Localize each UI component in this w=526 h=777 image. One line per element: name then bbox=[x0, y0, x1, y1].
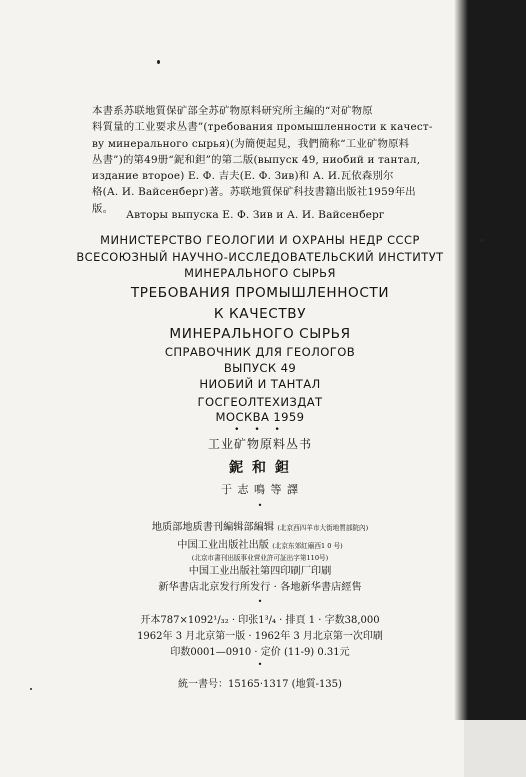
scan-light-margin bbox=[464, 720, 526, 777]
translation-note bbox=[92, 103, 452, 217]
press-row bbox=[60, 536, 460, 551]
license-note: (北京市書刊出版事业营业許可証出字第110号) bbox=[191, 554, 329, 562]
ministry-line: МИНИСТЕРСТВО ГЕОЛОГИИ И ОХРАНЫ НЕДР СССР bbox=[100, 233, 420, 247]
press-line: 中国工业出版社出版 bbox=[177, 540, 269, 551]
book-number-line: 統一書号：15165·1317 (地質-135) bbox=[178, 679, 342, 690]
scan-speck bbox=[30, 688, 32, 690]
issue-title: НИОБИЙ И ТАНТАЛ bbox=[199, 377, 321, 391]
editor-row bbox=[60, 518, 460, 533]
series-title-cn: 工业矿物原料丛书 bbox=[207, 437, 312, 451]
institute-line-1: ВСЕСОЮЗНЫЙ НАУЧНО-ИССЛЕДОВАТЕЛЬСКИЙ ИНСТИТУТ bbox=[76, 250, 444, 264]
authors-line: Авторы выпуска Е. Ф. Зив и А. И. Вайсенберг bbox=[126, 209, 385, 221]
title-line-2: К КАЧЕСТВУ bbox=[213, 306, 307, 322]
translators: 于 志 鳴 等 譯 bbox=[221, 483, 299, 496]
scan-speck bbox=[480, 239, 484, 242]
press-address: (北京东郊紅廟西1 0 号) bbox=[272, 542, 343, 550]
note-line: 丛書”)的第49册“鈮和鉭”的第二版(выпуск 49, ниобий и тантал, bbox=[92, 153, 421, 166]
printer-line: 中国工业出版社第四印刷厂印刷 bbox=[188, 566, 332, 577]
editor-address: (北京西四羊市大街地質部院內) bbox=[277, 524, 369, 532]
title-line-1: ТРЕБОВАНИЯ ПРОМЫШЛЕННОСТИ bbox=[130, 285, 390, 301]
bullet-separator: • bbox=[257, 660, 263, 669]
book-title-cn: 鈮 和 鉭 bbox=[229, 460, 291, 476]
note-line: 料質量的工业要求丛書”(требования промышленности к качест- bbox=[92, 121, 433, 134]
note-line: 本書系苏联地質保矿部全苏矿物原料研究所主編的“对矿物原 bbox=[92, 105, 373, 117]
issue-number: ВЫПУСК 49 bbox=[223, 361, 297, 375]
note-line: 格(А. И. Вайсенберг)著。苏联地質保矿科技書籍出版社1959年出 bbox=[92, 186, 416, 199]
note-line: ву минерального сырья)(为簡便起見，我們簡称“工业矿物原料 bbox=[92, 137, 410, 150]
publisher-ru: ГОСГЕОЛТЕХИЗДАТ bbox=[197, 395, 323, 409]
separator-dots: • • • bbox=[234, 425, 286, 435]
print-run-line: 印数0001—0910 · 定价 (11-9) 0.31元 bbox=[170, 647, 350, 658]
note-line: 版。 bbox=[92, 202, 114, 215]
scan-dark-margin bbox=[464, 0, 526, 720]
note-line: издание второе) Е. Ф. 吉夫(Е. Ф. Зив)和 А. И.瓦依森別尔 bbox=[92, 170, 394, 183]
subtitle: СПРАВОЧНИК ДЛЯ ГЕОЛОГОВ bbox=[164, 345, 356, 359]
format-spec-line: 开本787×1092¹/₃₂ · 印张1³/₄ · 排頁 1 · 字数38,000 bbox=[140, 615, 380, 626]
bullet-separator: • bbox=[257, 597, 263, 606]
bullet-separator: • bbox=[257, 501, 263, 510]
city-year: МОСКВА 1959 bbox=[215, 410, 305, 424]
edition-line: 1962年 3 月北京第一版 · 1962年 3 月北京第一次印刷 bbox=[137, 631, 383, 642]
scan-speck bbox=[157, 60, 160, 64]
distributor-line: 新华書店北京发行所发行 · 各地新华書店經售 bbox=[158, 582, 362, 593]
editor-line: 地质部地质書刊編辑部編辑 bbox=[151, 522, 275, 533]
title-line-3: МИНЕРАЛЬНОГО СЫРЬЯ bbox=[169, 326, 351, 342]
institute-line-2: МИНЕРАЛЬНОГО СЫРЬЯ bbox=[184, 266, 336, 280]
